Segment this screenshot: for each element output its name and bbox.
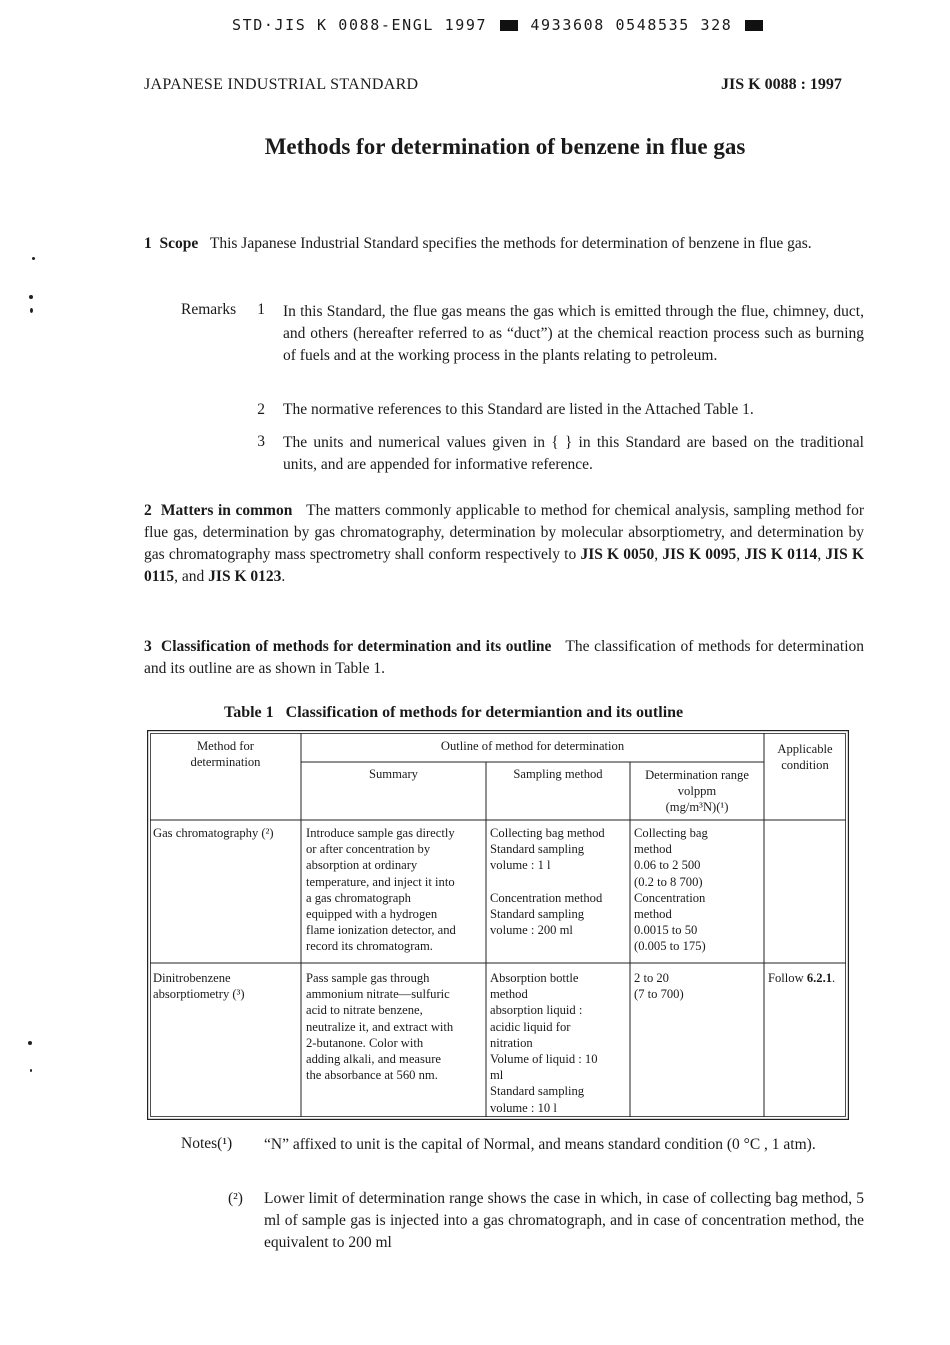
- cell-line: volume : 200 ml: [490, 923, 573, 938]
- section-matters-in-common: [144, 500, 864, 588]
- cell-line: ammonium nitrate—sulfuric: [306, 987, 450, 1002]
- header-line: condition: [781, 758, 829, 773]
- section-number: 3: [144, 638, 152, 655]
- section-scope: [144, 233, 864, 255]
- cell-line: (0.005 to 175): [634, 939, 706, 954]
- cell-line: Standard sampling: [490, 1084, 585, 1099]
- section-heading: Matters in common: [160, 502, 293, 519]
- stamp-block-mark: [500, 20, 518, 31]
- cell-line: ml: [490, 1068, 504, 1083]
- cell-line: volume : 1 l: [490, 858, 551, 873]
- cell-line: acid to nitrate benzene,: [306, 1003, 423, 1018]
- cell-text: Follow: [768, 971, 807, 985]
- scan-speck: [29, 295, 33, 299]
- cell-line: method: [634, 842, 672, 857]
- cell-line: Concentration method: [490, 890, 603, 905]
- header-method: [150, 738, 301, 770]
- header-line: Method for: [196, 739, 254, 753]
- header-line: determination: [190, 755, 261, 770]
- cell-line: Concentration: [634, 890, 706, 905]
- table-caption: [224, 702, 683, 724]
- cell-line: Pass sample gas through: [306, 971, 430, 985]
- jis-reference: JIS K 0115: [144, 546, 865, 585]
- cell-line: Standard sampling: [490, 842, 585, 857]
- table-caption-number: Table 1: [224, 704, 274, 721]
- cell-line: Absorption bottle: [490, 971, 579, 985]
- cell-line: volume : 10 l: [490, 1100, 557, 1115]
- classification-table: [147, 730, 849, 1120]
- note-mark: (²): [228, 1190, 243, 1207]
- cell-line: the absorbance at 560 nm.: [306, 1068, 438, 1083]
- cell-line: neutralize it, and extract with: [306, 1019, 454, 1034]
- section-number: 2: [144, 502, 152, 519]
- cell-line: Volume of liquid : 10: [490, 1052, 598, 1067]
- header-sampling-method: Sampling method: [513, 767, 603, 781]
- cell-line: or after concentration by: [306, 842, 431, 857]
- table-row-method: [153, 970, 299, 1002]
- table-row-summary: [306, 970, 484, 1083]
- remark-text: The units and numerical values given in { } in this Standard are based on the traditional units, and are appended for informative reference.: [283, 434, 864, 473]
- cell-text: .: [832, 971, 836, 985]
- cell-line: acidic liquid for: [490, 1019, 571, 1034]
- separator: .: [281, 568, 286, 585]
- section-heading: Classification of methods for determination and its outline: [161, 638, 552, 655]
- stamp-numbers: 4933608 0548535 328: [530, 16, 733, 34]
- cell-line: absorption at ordinary: [306, 858, 418, 873]
- cell-line: Gas chromatography (²): [153, 826, 274, 840]
- separator: ,: [654, 546, 663, 563]
- stamp-block-mark: [745, 20, 763, 31]
- clause-reference: 6.2.1: [806, 971, 833, 985]
- section-number: 1: [144, 235, 152, 252]
- section-heading: Scope: [159, 235, 199, 252]
- separator: ,: [817, 546, 826, 563]
- cell-line: absorptiometry (³): [153, 987, 245, 1002]
- cell-line: 2-butanone. Color with: [306, 1035, 424, 1050]
- cell-line: (7 to 700): [634, 987, 684, 1002]
- header-line: volppm: [677, 784, 717, 799]
- jis-reference: JIS K 0095: [662, 546, 737, 563]
- cell-line: method: [490, 987, 528, 1002]
- section-text: The classification of methods for determination and its outline are as shown in Table 1.: [144, 638, 865, 677]
- remark-text: In this Standard, the flue gas means the gas which is emitted through the flue, chimney, duct, and others (hereafter referred to as “duct”) at the chemical reaction process such as burning of fuels and at the working process in the plants relating to petroleum.: [283, 303, 864, 364]
- table-row-summary: [306, 825, 484, 955]
- jis-reference: JIS K 0050: [580, 546, 655, 563]
- table-row-method: [153, 825, 299, 841]
- separator: ,: [736, 546, 745, 563]
- header-line: Applicable: [777, 742, 833, 756]
- scan-speck: [30, 1069, 32, 1072]
- cell-line: flame ionization detector, and: [306, 923, 456, 938]
- cell-line: (0.2 to 8 700): [634, 874, 703, 889]
- table-row-range: [634, 825, 762, 955]
- section-classification: [144, 636, 864, 680]
- note-text: “N” affixed to unit is the capital of Normal, and means standard condition (0 °C , 1 atm).: [264, 1136, 816, 1153]
- header-line: (mg/m³N)(¹): [665, 800, 729, 815]
- table-row-condition: [768, 970, 846, 986]
- table-caption-text: Classification of methods for determiantion and its outline: [285, 704, 684, 721]
- document-stamp: [232, 14, 765, 36]
- cell-line: absorption liquid :: [490, 1003, 583, 1018]
- header-outline: Outline of method for determination: [440, 739, 625, 753]
- remark-text: The normative references to this Standard are listed in the Attached Table 1.: [283, 401, 754, 418]
- cell-line: 0.06 to 2 500: [634, 858, 701, 873]
- scan-speck: [30, 308, 33, 313]
- cell-line: [490, 874, 628, 890]
- notes-label: Notes(¹): [181, 1135, 233, 1152]
- header-applicable-condition: [764, 741, 846, 773]
- page-title: Methods for determination of benzene in flue gas: [264, 134, 746, 159]
- cell-line: temperature, and inject it into: [306, 874, 455, 889]
- section-text: This Japanese Industrial Standard specifies the methods for determination of benzene in flue gas.: [209, 235, 812, 252]
- remark-number: 3: [257, 433, 265, 450]
- table-row-range: [634, 970, 762, 1002]
- jis-reference: JIS K 0123: [208, 568, 282, 585]
- note-text: Lower limit of determination range shows the case in which, in case of collecting bag method, 5 ml of sample gas is injected into a gas chromatograph, and in case of concentration method, the equivalent to 200 ml: [264, 1190, 864, 1251]
- cell-line: 2 to 20: [634, 971, 669, 985]
- table-row-sampling: [490, 970, 628, 1116]
- cell-line: record its chromatogram.: [306, 939, 433, 954]
- remarks-label: Remarks: [181, 301, 237, 318]
- section-text: The matters commonly applicable to method for chemical analysis, sampling method for flue gas, determination by gas chromatography, determination by molecular absorptiometry, and determination by gas chromatography mass spectrometry shall conform respectively to: [144, 502, 865, 563]
- header-line: Determination range: [645, 768, 749, 782]
- cell-line: Collecting bag method: [490, 826, 605, 840]
- cell-line: adding alkali, and measure: [306, 1052, 441, 1067]
- cell-line: Collecting bag: [634, 826, 708, 840]
- separator: , and: [174, 568, 209, 585]
- scan-speck: [28, 1041, 32, 1045]
- cell-line: Dinitrobenzene: [153, 971, 231, 985]
- scan-speck: [32, 257, 35, 260]
- cell-line: nitration: [490, 1035, 533, 1050]
- jis-reference: JIS K 0114: [744, 546, 818, 563]
- cell-line: Introduce sample gas directly: [306, 826, 455, 840]
- remark-number: 2: [257, 401, 265, 418]
- header-standard-number: JIS K 0088 : 1997: [721, 76, 842, 93]
- header-determination-range: [630, 767, 764, 816]
- cell-line: equipped with a hydrogen: [306, 907, 438, 922]
- header-summary: Summary: [369, 767, 418, 781]
- stamp-code: STD·JIS K 0088-ENGL 1997: [232, 16, 488, 34]
- cell-line: Standard sampling: [490, 906, 585, 921]
- header-standard-name: JAPANESE INDUSTRIAL STANDARD: [144, 76, 419, 93]
- cell-line: method: [634, 907, 672, 922]
- table-row-sampling: [490, 825, 628, 938]
- cell-line: 0.0015 to 50: [634, 923, 698, 938]
- cell-line: a gas chromatograph: [306, 890, 411, 905]
- remark-number: 1: [257, 301, 265, 318]
